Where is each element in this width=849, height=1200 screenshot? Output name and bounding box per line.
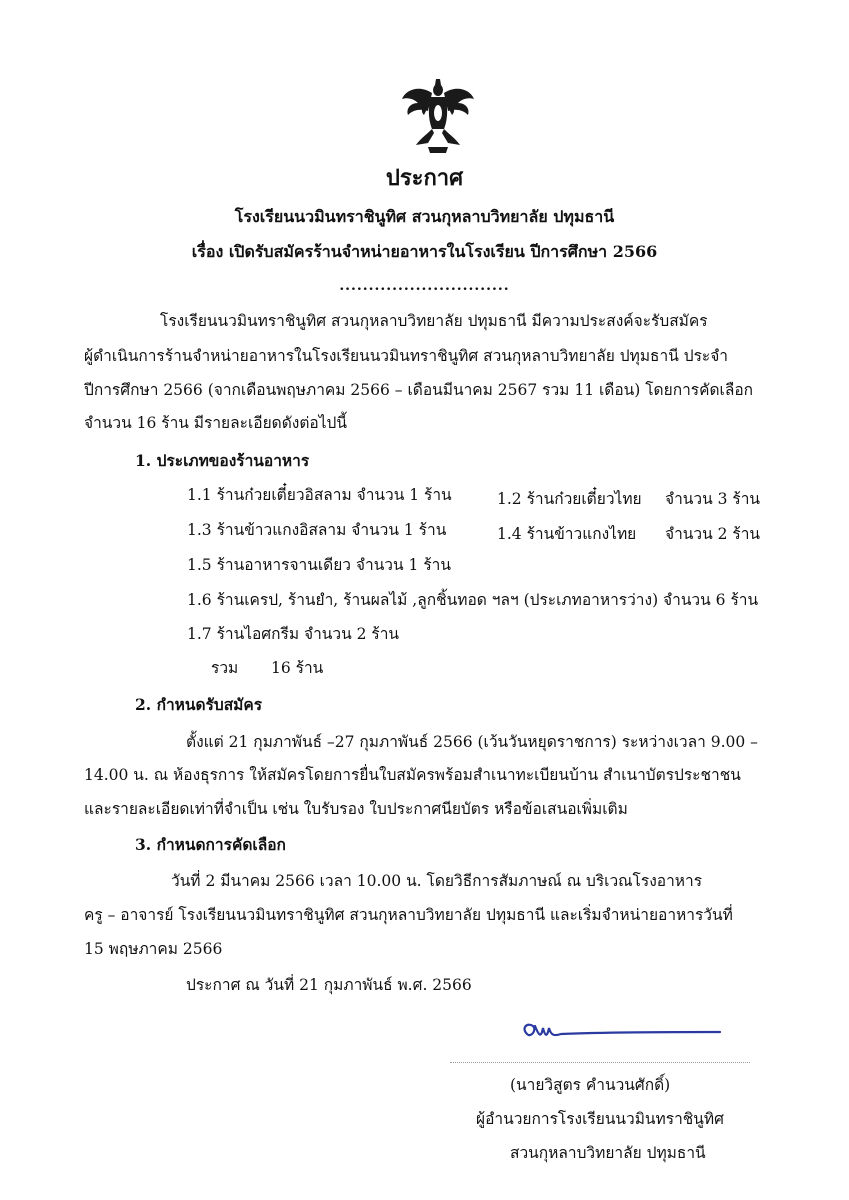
total-value: 16 ร้าน (271, 659, 324, 677)
item-1-5: 1.5 ร้านอาหารจานเดียว จำนวน 1 ร้าน (187, 556, 451, 574)
item-1-6: 1.6 ร้านเครป, ร้านยำ, ร้านผลไม้ ,ลูกชิ้นทอด ฯลฯ (ประเภทอาหารว่าง) จำนวน 6 ร้าน (187, 591, 759, 609)
item-1-2-name: 1.2 ร้านก๋วยเตี๋ยวไทย (497, 490, 642, 508)
item-1-2-count: จำนวน 3 ร้าน (665, 490, 761, 508)
garuda-emblem-icon (398, 75, 478, 155)
signature-line (450, 1062, 750, 1063)
signer-school: สวนกุหลาบวิทยาลัย ปทุมธานี (510, 1144, 706, 1162)
dotted-separator: ............................. (339, 278, 510, 294)
section-3-heading: 3. กำหนดการคัดเลือก (135, 835, 286, 854)
item-1-4-name: 1.4 ร้านข้าวแกงไทย (497, 525, 637, 543)
section-3-line-1: วันที่ 2 มีนาคม 2566 เวลา 10.00 น. โดยวิธีการสัมภาษณ์ ณ บริเวณโรงอาหาร (171, 872, 703, 890)
intro-line-2: ผู้ดำเนินการร้านจำหน่ายอาหารในโรงเรียนนวมินทราชินูทิศ สวนกุหลาบวิทยาลัย ปทุมธานี ประจำ (84, 347, 729, 365)
section-2-line-3: และรายละเอียดเท่าที่จำเป็น เช่น ใบรับรอง ใบประกาศนียบัตร หรือข้อเสนอเพิ่มเติม (84, 800, 628, 818)
section-2-heading: 2. กำหนดรับสมัคร (135, 695, 263, 714)
item-1-3: 1.3 ร้านข้าวแกงอิสลาม จำนวน 1 ร้าน (187, 521, 447, 539)
item-1-1: 1.1 ร้านก๋วยเตี๋ยวอิสลาม จำนวน 1 ร้าน (187, 486, 452, 504)
subject-line: เรื่อง เปิดรับสมัครร้านจำหน่ายอาหารในโรงเรียน ปีการศึกษา 2566 (191, 242, 658, 261)
signature-mark (515, 1012, 725, 1052)
section-2-line-1: ตั้งแต่ 21 กุมภาพันธ์ –27 กุมภาพันธ์ 2566 (เว้นวันหยุดราชการ) ระหว่างเวลา 9.00 – (186, 733, 758, 751)
section-2-line-2: 14.00 น. ณ ห้องธุรการ ให้สมัครโดยการยื่นใบสมัครพร้อมสำเนาทะเบียนบ้าน สำเนาบัตรประชาชน (84, 766, 741, 784)
intro-line-3: ปีการศึกษา 2566 (จากเดือนพฤษภาคม 2566 – เดือนมีนาคม 2567 รวม 11 เดือน) โดยการคัดเลือก (84, 381, 754, 399)
announce-date: ประกาศ ณ วันที่ 21 กุมภาพันธ์ พ.ศ. 2566 (186, 976, 472, 994)
signer-position: ผู้อำนวยการโรงเรียนนวมินทราชินูทิศ (476, 1110, 724, 1128)
section-3-line-2: ครู – อาจารย์ โรงเรียนนวมินทราชินูทิศ สวนกุหลาบวิทยาลัย ปทุมธานี และเริ่มจำหน่ายอาหารวันที่ (84, 906, 733, 924)
intro-line-1: โรงเรียนนวมินทราชินูทิศ สวนกุหลาบวิทยาลัย ปทุมธานี มีความประสงค์จะรับสมัคร (160, 312, 708, 330)
page-title: ประกาศ (385, 165, 464, 191)
school-name: โรงเรียนนวมินทราชินูทิศ สวนกุหลาบวิทยาลัย ปทุมธานี (234, 207, 615, 226)
item-1-4-count: จำนวน 2 ร้าน (665, 525, 761, 543)
signer-name: (นายวิสูตร คำนวนศักดิ์) (510, 1076, 671, 1094)
item-1-7: 1.7 ร้านไอศกรีม จำนวน 2 ร้าน (187, 625, 400, 643)
total-label: รวม (211, 659, 239, 677)
section-1-heading: 1. ประเภทของร้านอาหาร (135, 451, 310, 470)
section-3-line-3: 15 พฤษภาคม 2566 (84, 940, 223, 958)
intro-line-4: จำนวน 16 ร้าน มีรายละเอียดดังต่อไปนี้ (84, 414, 347, 432)
